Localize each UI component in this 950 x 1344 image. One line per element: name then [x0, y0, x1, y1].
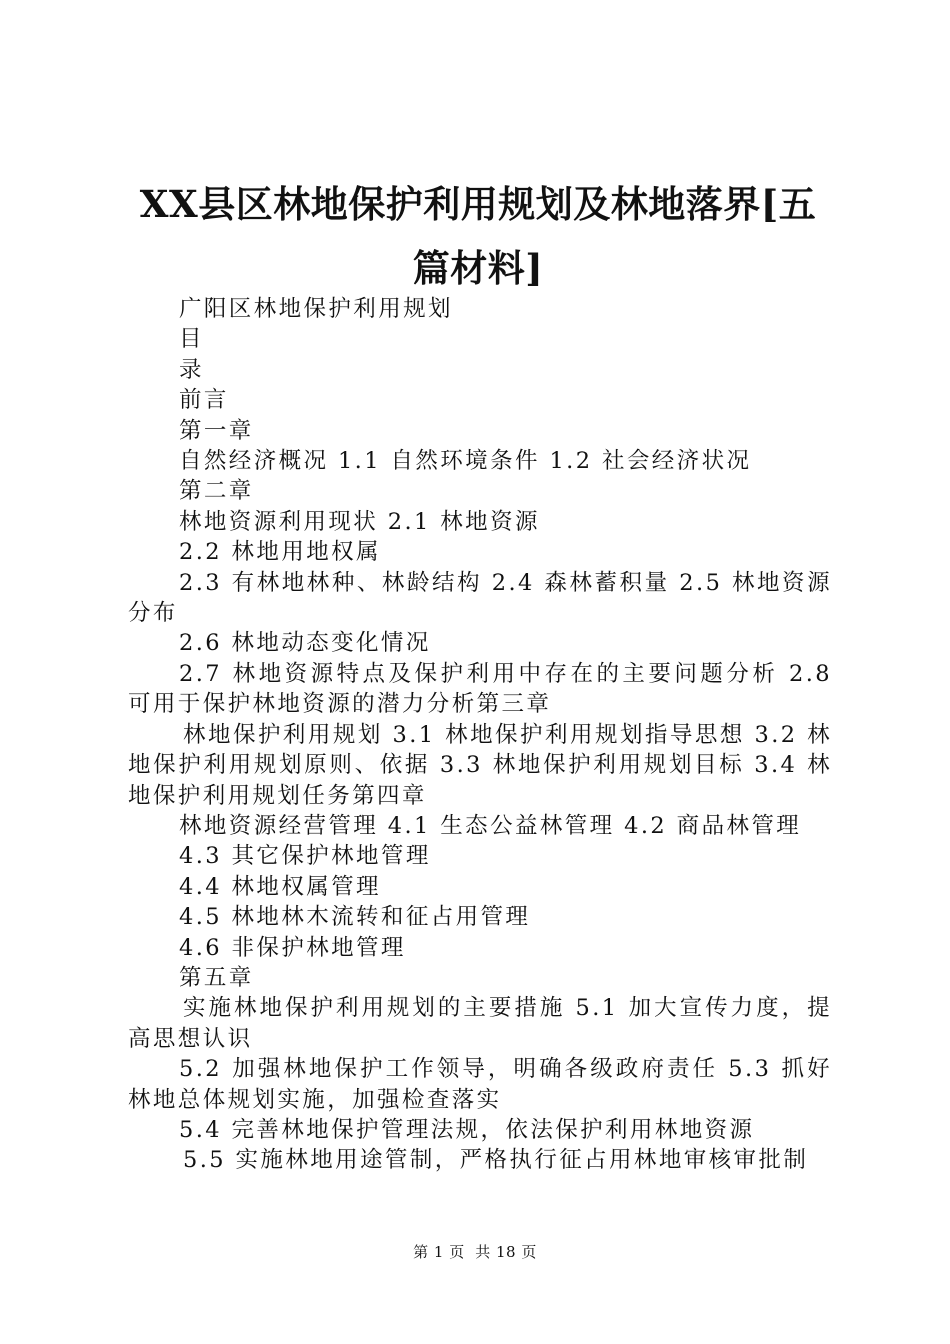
paragraph: 5.5 实施林地用途管制，严格执行征占用林地审核审批制 [183, 1147, 809, 1174]
paragraph: 4.6 非保护林地管理 [179, 934, 406, 961]
paragraph: 自然经济概况 1.1 自然环境条件 1.2 社会经济状况 [179, 448, 752, 475]
paragraph: 5.2 加强林地保护工作领导，明确各级政府责任 5.3 抓好林地总体规划实施，加强检查落实 [128, 1056, 832, 1113]
paragraph: 林地资源经营管理 4.1 生态公益林管理 4.2 商品林管理 [179, 812, 802, 839]
paragraph: 第二章 [179, 478, 254, 505]
paragraph: 2.7 林地资源特点及保护利用中存在的主要问题分析 2.8 可用于保护林地资源的潜力分析第三章 [128, 660, 832, 718]
paragraph: 前言 [179, 387, 229, 414]
paragraph: 林地资源利用现状 2.1 林地资源 [179, 508, 540, 535]
paragraph: 目 [179, 326, 204, 353]
paragraph: 2.2 林地用地权属 [179, 539, 381, 566]
document-title: XX县区林地保护利用规划及林地落界[五篇材料] [139, 182, 817, 290]
document-body [128, 294, 832, 1176]
page-footer [0, 1242, 950, 1262]
paragraph: 4.4 林地权属管理 [179, 873, 381, 900]
paragraph: 广阳区林地保护利用规划 [179, 296, 453, 322]
paragraph: 2.3 有林地林种、林龄结构 2.4 森林蓄积量 2.5 林地资源分布 [128, 569, 832, 627]
paragraph: 林地保护利用规划 3.1 林地保护利用规划指导思想 3.2 林地保护利用规划原则、依据 3.3 林地保护利用规划目标 3.4 林地保护利用规划任务第四章 [128, 721, 832, 809]
page-number: 第 1 页 共 18 页 [413, 1243, 537, 1261]
paragraph: 4.3 其它保护林地管理 [179, 843, 431, 870]
paragraph: 5.4 完善林地保护管理法规，依法保护利用林地资源 [179, 1116, 755, 1143]
paragraph: 4.5 林地林木流转和征占用管理 [179, 904, 531, 931]
paragraph: 第一章 [179, 417, 254, 444]
paragraph: 实施林地保护利用规划的主要措施 5.1 加大宣传力度，提高思想认识 [128, 995, 832, 1052]
paragraph: 第五章 [179, 964, 254, 991]
paragraph: 录 [179, 356, 204, 383]
paragraph: 2.6 林地动态变化情况 [179, 630, 431, 657]
